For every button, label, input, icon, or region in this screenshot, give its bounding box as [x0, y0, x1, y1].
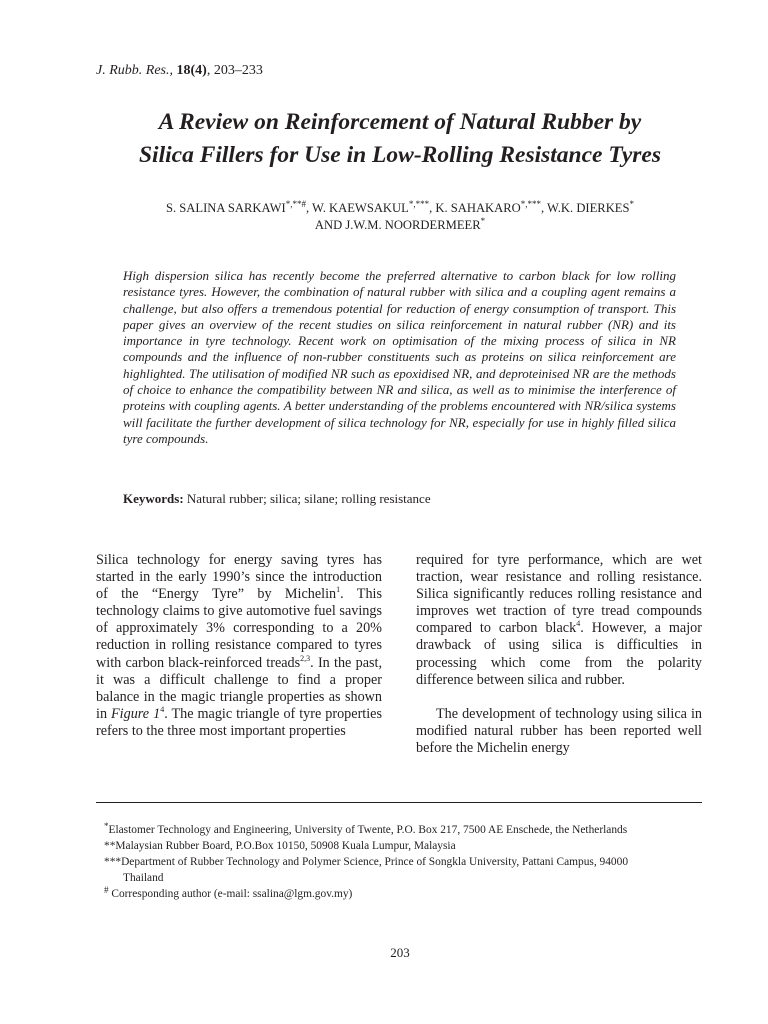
- body-paragraph: [96, 552, 382, 740]
- footnote-4-mark: #: [104, 885, 109, 895]
- body-text: . The magic triangle of tyre properties refers to the three most important properties: [96, 705, 382, 739]
- footnote-2: **Malaysian Rubber Board, P.O.Box 10150, 50908 Kuala Lumpur, Malaysia: [104, 840, 456, 852]
- author-1: S. SALINA SARKAWI: [166, 201, 286, 215]
- body-text: . In the past, it was a difficult challenge to find a proper balance in the magic triangle properties as shown in: [96, 654, 382, 722]
- body-text: . This technology claims to give automotive fuel savings of approximately 3% corresponding to a 20% reduction in rolling resistance compared to tyres with carbon black-reinforced treads: [96, 586, 383, 671]
- footnote-3-continued: Thailand: [123, 872, 164, 884]
- footnotes: [104, 822, 702, 902]
- body-column-left: [96, 552, 382, 740]
- author-1-marks: *,**#: [285, 199, 306, 209]
- author-list: [90, 200, 710, 234]
- footnote-divider: [96, 802, 702, 803]
- keywords-label: Keywords:: [123, 491, 184, 506]
- journal-volume: 18(4): [176, 63, 207, 78]
- body-text: . However, a major drawback of using silica is difficulties in processing which come from the polarity difference between silica and rubber.: [416, 620, 702, 688]
- author-5-marks: *: [480, 216, 486, 226]
- reference-mark: 4: [160, 704, 165, 714]
- paper-title: [80, 106, 720, 172]
- body-text: required for tyre performance, which are wet traction, wear resistance and rolling resistance. Silica significantly reduces rolling resistance and improves wet traction of tyre tread compounds compared to carbon black: [416, 552, 702, 637]
- figure-reference: Figure 1: [111, 705, 161, 722]
- footnote-1-text: Elastomer Technology and Engineering, University of Twente, P.O. Box 217, 7500 AE Enschede, the Netherlands: [108, 824, 628, 836]
- body-text: Silica technology for energy saving tyres has started in the early 1990’s since the introduction of the “Energy Tyre” by Michelin: [96, 552, 382, 603]
- author-5: AND J.W.M. NOORDERMEER: [314, 218, 481, 232]
- reference-mark: 2,3: [300, 653, 311, 663]
- journal-pages: , 203–233: [206, 63, 263, 78]
- footnote-4: [104, 886, 702, 902]
- body-paragraph: [416, 552, 702, 689]
- body-column-right: [416, 552, 702, 757]
- author-4-marks: *: [629, 199, 634, 209]
- title-line-1: A Review on Reinforcement of Natural Rubber by: [158, 109, 642, 135]
- author-3-marks: *,***: [520, 199, 541, 209]
- keywords: [123, 490, 431, 507]
- footnote-3: ***Department of Rubber Technology and Polymer Science, Prince of Songkla University, Pattani Campus, 94000: [104, 856, 629, 868]
- footnote-1-mark: *: [104, 821, 109, 831]
- author-2: , W. KAEWSAKUL: [305, 201, 409, 215]
- footnote-4-text: Corresponding author (e-mail: ssalina@lgm.gov.my): [108, 888, 353, 900]
- body-paragraph-2: The development of technology using silica in modified natural rubber has been reported well before the Michelin energy: [416, 705, 702, 756]
- author-2-marks: *,***: [408, 199, 430, 209]
- page-number: 203: [390, 945, 410, 960]
- author-3: , K. SAHAKARO: [429, 201, 521, 215]
- journal-citation: [96, 62, 263, 80]
- title-line-2: Silica Fillers for Use in Low-Rolling Resistance Tyres: [138, 142, 661, 168]
- journal-name: J. Rubb. Res.,: [96, 63, 173, 78]
- reference-mark: 1: [336, 585, 341, 595]
- keywords-text: Natural rubber; silica; silane; rolling resistance: [183, 491, 431, 506]
- reference-mark: 4: [576, 619, 581, 629]
- author-4: , W.K. DIERKES: [540, 201, 630, 215]
- abstract: High dispersion silica has recently become the preferred alternative to carbon black for low rolling resistance tyres. However, the combination of natural rubber with silica and a coupling agent remains a challenge, but also offers a tremendous potential for reduction of energy consumption of transport. This paper gives an overview of the recent studies on silica reinforcement in natural rubber (NR) and its importance in tyre technology. Recent work on optimisation of the mixing process of silica in NR compounds and the influence of non-rubber constituents such as proteins on silica reinforcement are highlighted. The utilisation of modified NR such as epoxidised NR, and deproteinised NR are the methods of choice to enhance the compatibility between NR and silica, as well as to minimise the interference of proteins with coupling agents. A better understanding of the problems encountered with NR/silica systems will facilitate the further development of silica technology for NR, especially for use in highly filled silica tyre compounds.: [123, 268, 676, 446]
- footnote-1: [104, 822, 702, 838]
